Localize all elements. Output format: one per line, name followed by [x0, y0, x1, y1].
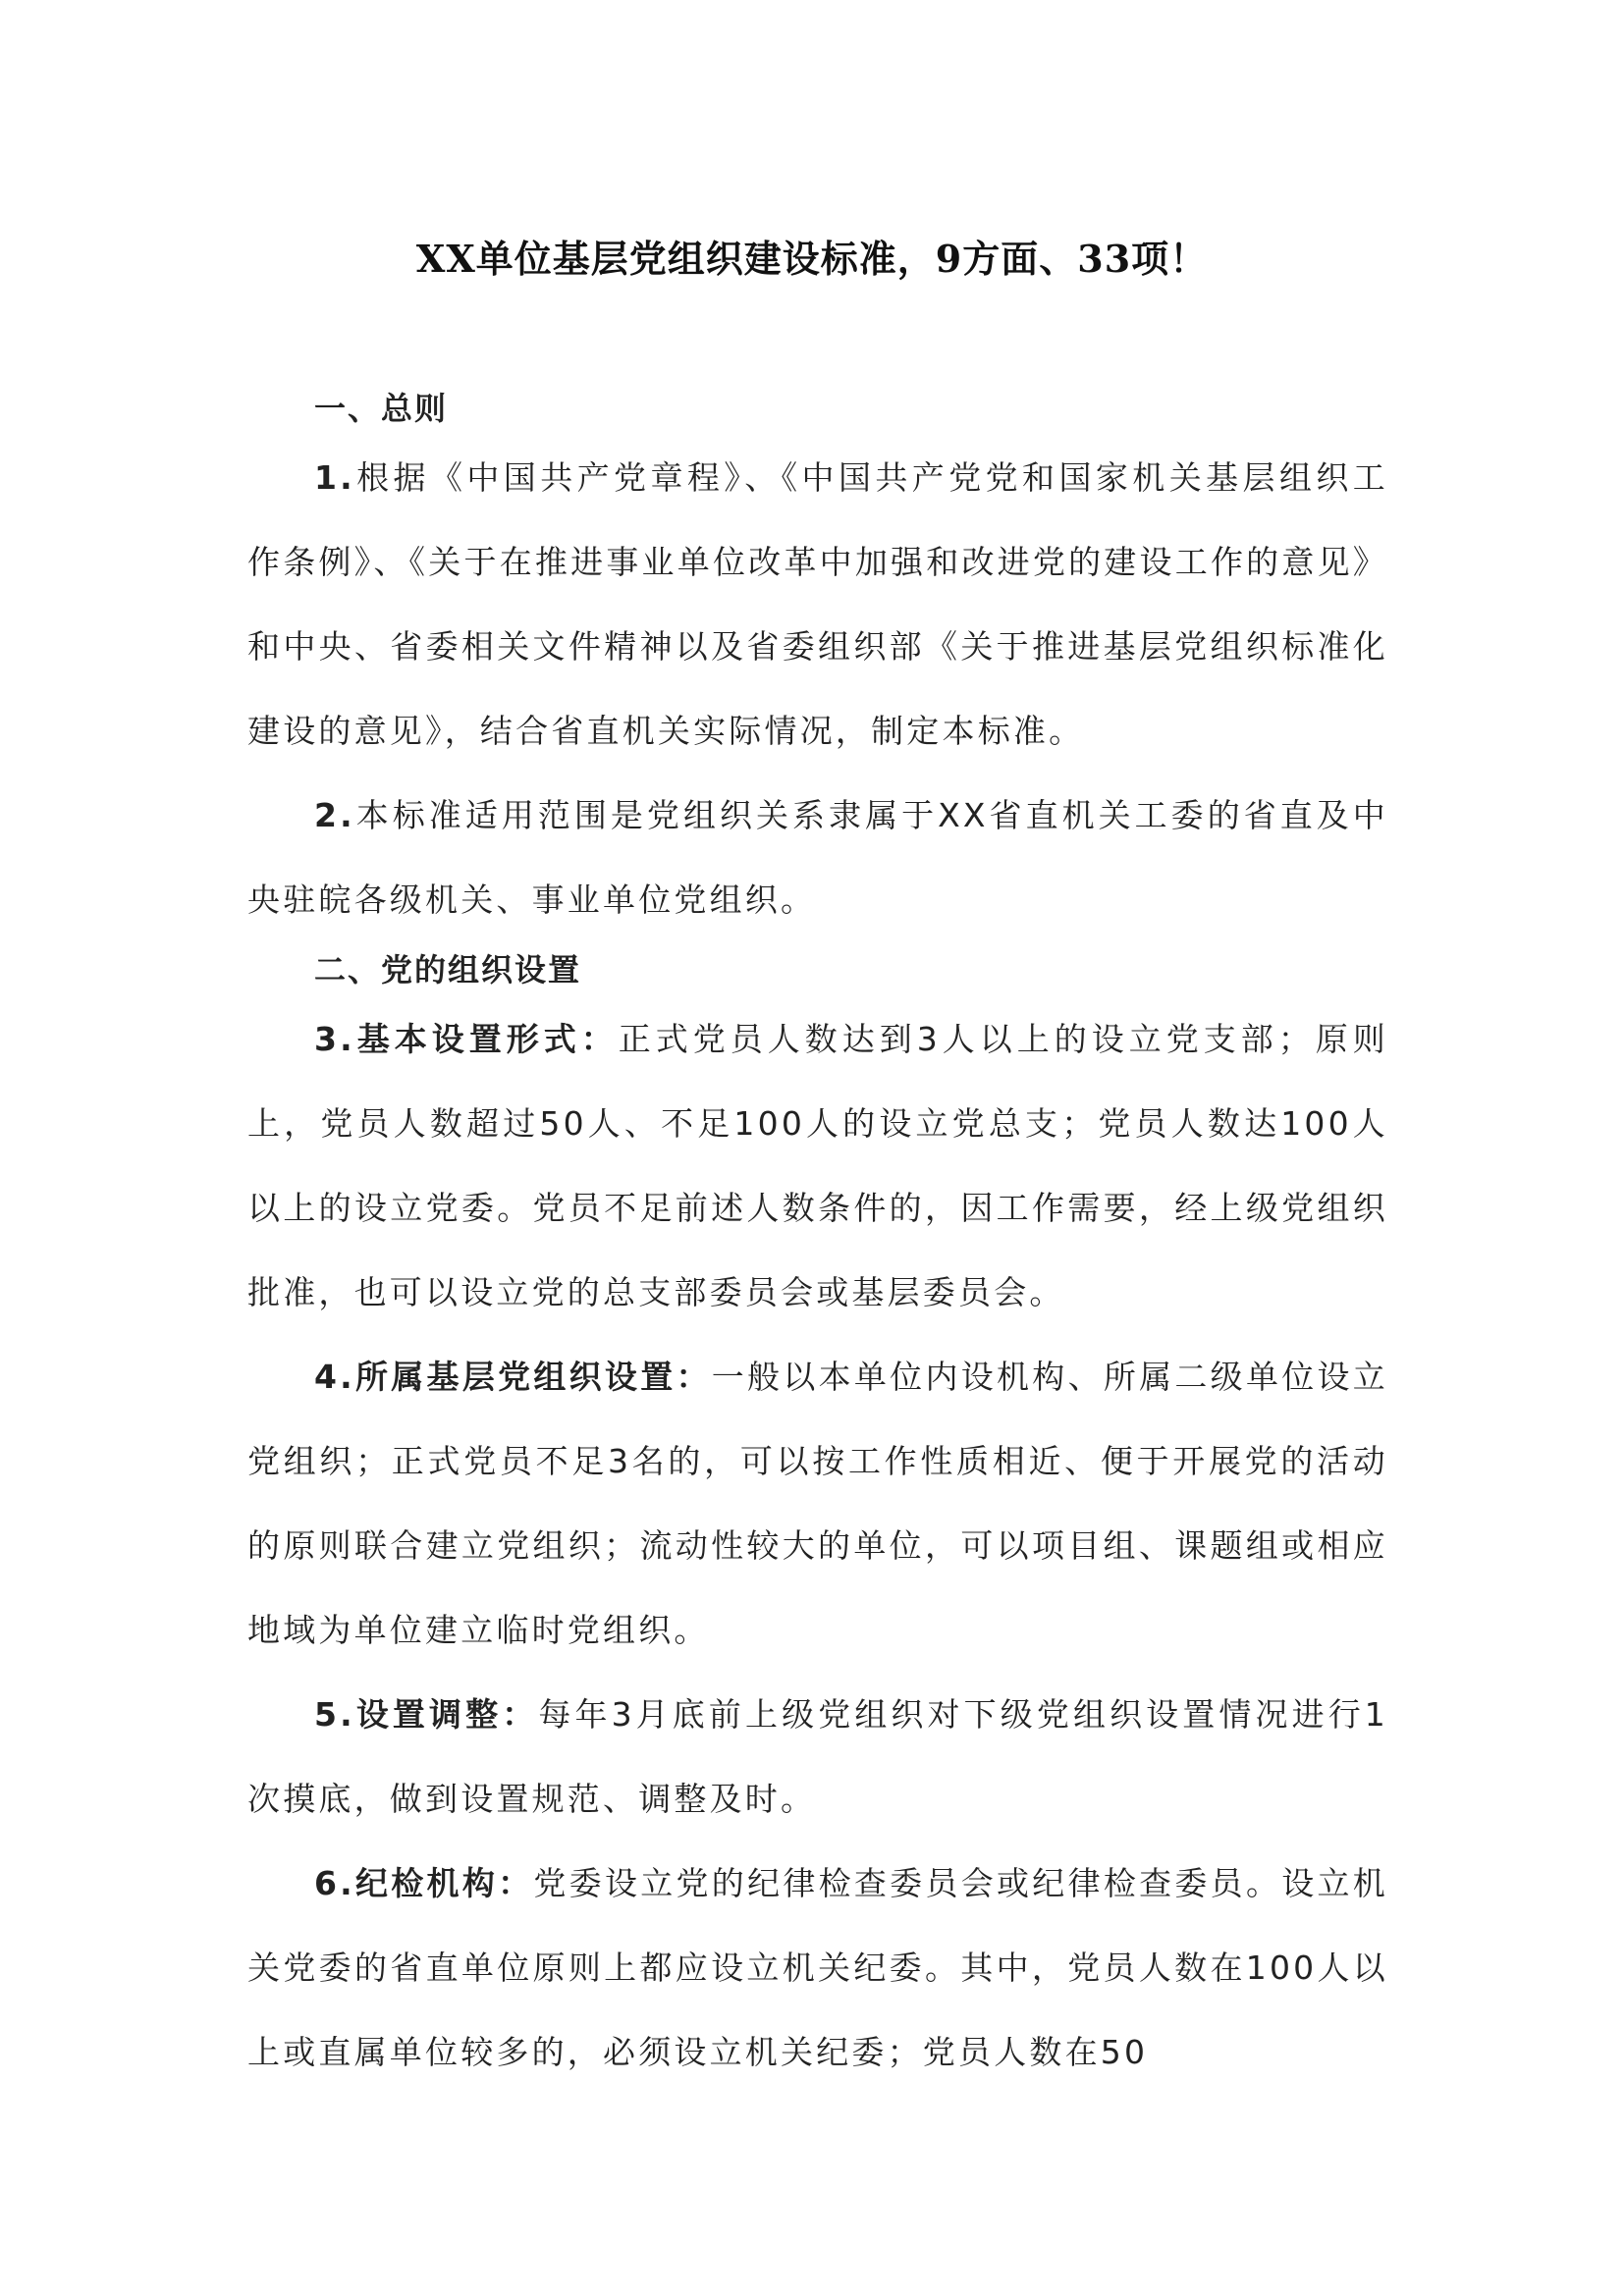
section-heading-general: 一、总则 — [314, 390, 449, 427]
article-lead: 纪检机构： — [354, 1864, 534, 1902]
article-5 — [247, 1673, 1388, 1842]
article-number: 6. — [314, 1864, 355, 1902]
article-number: 2. — [314, 796, 355, 834]
article-2 — [247, 774, 1388, 942]
article-number: 5. — [314, 1695, 355, 1734]
article-text: 一般以本单位内设机构、所属二级单位设立党组织；正式党员不足3名的，可以按工作性质相近、便于开展党的活动的原则联合建立党组织；流动性较大的单位，可以项目组、课题组或相应地域为单位建立临时党组织。 — [247, 1358, 1388, 1649]
article-text: 本标准适用范围是党组织关系隶属于XX省直机关工委的省直及中央驻皖各级机关、事业单位党组织。 — [247, 796, 1388, 919]
section-heading-organization: 二、党的组织设置 — [314, 951, 582, 988]
article-number: 4. — [314, 1358, 355, 1396]
article-text: 根据《中国共产党章程》、《中国共产党党和国家机关基层组织工作条例》、《关于在推进事业单位改革中加强和改进党的建设工作的意见》和中央、省委相关文件精神以及省委组织部《关于推进基层党组织标准化建设的意见》，结合省直机关实际情况，制定本标准。 — [247, 458, 1388, 750]
article-text: 党委设立党的纪律检查委员会或纪律检查委员。设立机关党委的省直单位原则上都应设立机关纪委。其中，党员人数在100人以上或直属单位较多的，必须设立机关纪委；党员人数在50 — [247, 1864, 1388, 2071]
article-lead: 设置调整： — [354, 1695, 539, 1734]
article-1 — [247, 436, 1388, 774]
article-number: 3. — [314, 1020, 355, 1058]
article-lead: 基本设置形式： — [354, 1020, 619, 1058]
article-text: 正式党员人数达到3人以上的设立党支部；原则上，党员人数超过50人、不足100人的设立党总支；党员人数达100人以上的设立党委。党员不足前述人数条件的，因工作需要，经上级党组织批准，也可以设立党的总支部委员会或基层委员会。 — [247, 1020, 1388, 1311]
article-text: 每年3月底前上级党组织对下级党组织设置情况进行1次摸底，做到设置规范、调整及时。 — [247, 1695, 1389, 1818]
article-4 — [247, 1335, 1388, 1673]
article-6 — [247, 1842, 1388, 2095]
article-lead: 所属基层党组织设置： — [354, 1358, 712, 1396]
document-body — [247, 381, 1388, 2095]
article-3 — [247, 997, 1388, 1335]
document-title: XX单位基层党组织建设标准，9方面、33项！ — [415, 237, 1209, 281]
article-number: 1. — [314, 458, 355, 497]
